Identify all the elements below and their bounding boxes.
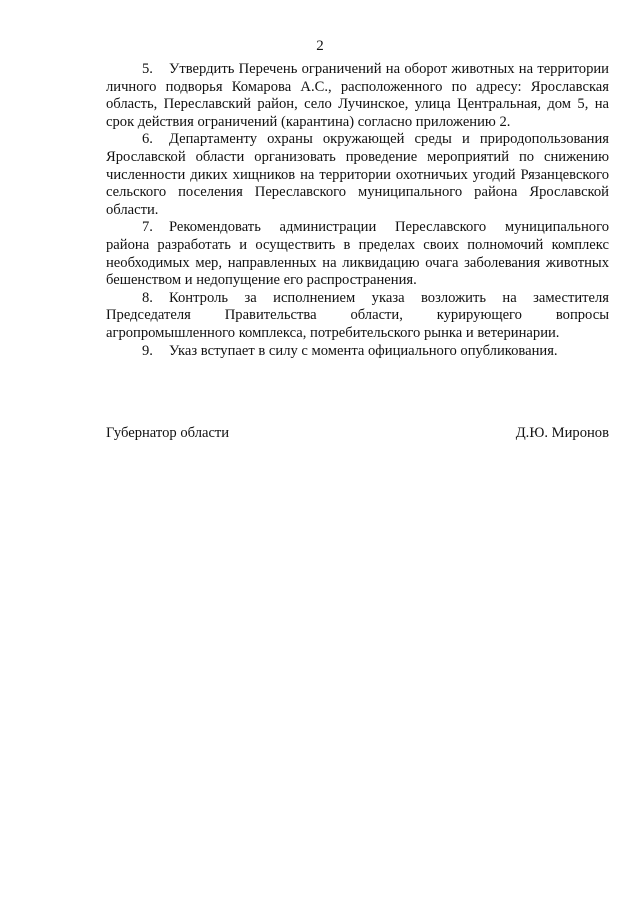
signature-block [106, 424, 609, 442]
paragraph-text: Рекомендовать администрации Переславского муниципального района разработать и осуществить в пределах своих полномочий комплекс необходимых мер, направленных на ликвидацию очага заболевания животных бешенством и недопущение его распространения. [106, 219, 609, 289]
decree-paragraph-8 [106, 290, 609, 343]
paragraph-number: 9. [142, 342, 153, 359]
decree-paragraph-7 [106, 219, 609, 289]
paragraph-text: Утвердить Перечень ограничений на оборот животных на территории личного подворья Комарова А.С., расположенного по адресу: Ярославская область, Переславский район, село Лучинское, улица Центральная, дом 5, на срок действия ограничений (карантина) согласно приложению 2. [106, 61, 609, 130]
paragraph-number: 5. [142, 61, 153, 77]
paragraph-text: Департаменту охраны окружающей среды и природопользования Ярославской области организовать проведение мероприятий по снижению численности диких хищников на территории охотничьих угодий Рязанцевского сельского поселения Переславского муниципального района Ярославской области. [106, 131, 609, 218]
decree-paragraph-6 [106, 131, 609, 219]
paragraph-number: 8. [142, 289, 153, 306]
page-number: 2 [316, 38, 324, 54]
decree-paragraph-5 [106, 61, 609, 131]
paragraph-number: 6. [142, 131, 153, 148]
paragraph-text: Контроль за исполнением указа возложить на заместителя Председателя Правительства области, курирующего вопросы агропромышленного комплекса, потребительского рынка и ветеринарии. [106, 289, 609, 341]
decree-body [106, 61, 609, 360]
paragraph-text: Указ вступает в силу с момента официального опубликования. [169, 342, 558, 359]
paragraph-number: 7. [142, 219, 153, 236]
signatory-name: Д.Ю. Миронов [515, 425, 609, 441]
signatory-position: Губернатор области [106, 425, 230, 441]
decree-paragraph-9 [106, 343, 609, 361]
